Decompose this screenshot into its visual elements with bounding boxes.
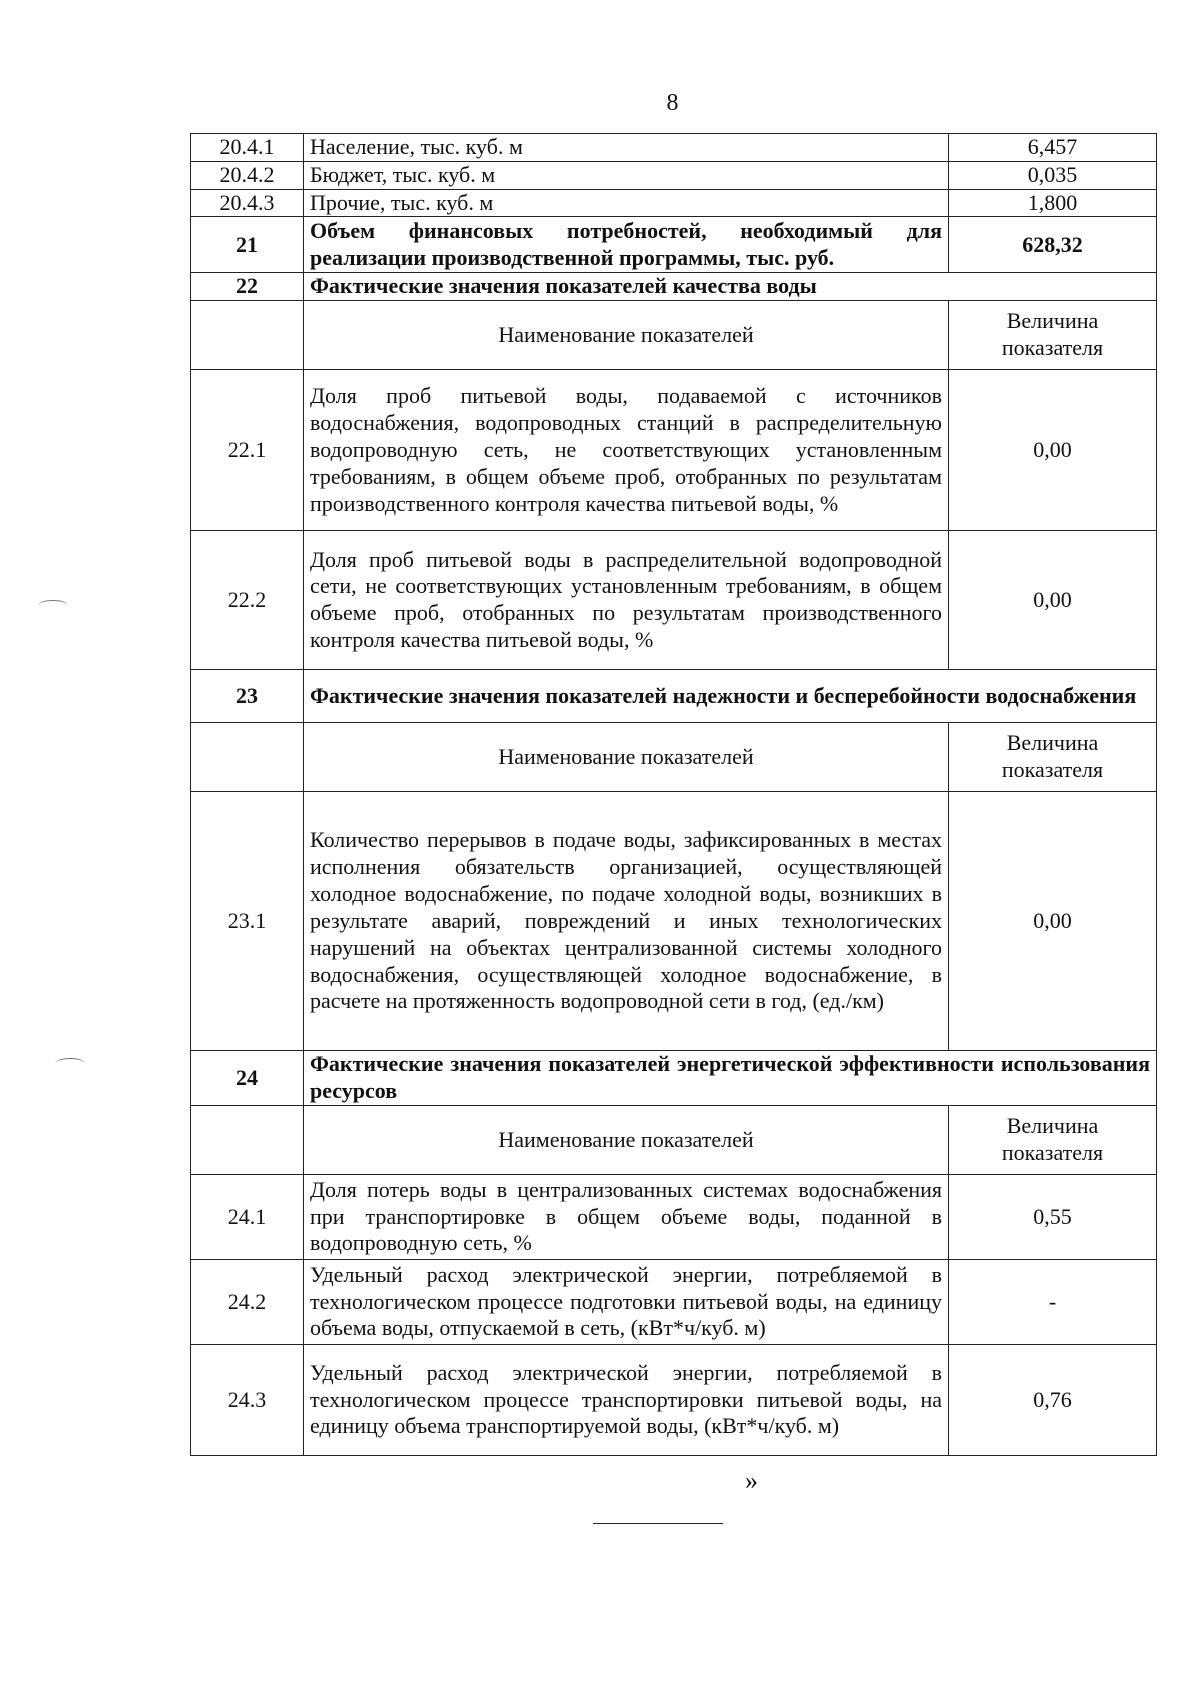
row-value: 1,800	[949, 189, 1157, 217]
section-row	[191, 273, 1157, 301]
table-row	[191, 161, 1157, 189]
section-row	[191, 670, 1157, 723]
row-value: 0,00	[949, 370, 1157, 531]
row-number: 22.2	[191, 531, 304, 670]
section-title: Фактические значения показателей надежности и бесперебойности водоснабжения	[304, 670, 1157, 723]
row-value: 0,00	[949, 531, 1157, 670]
row-name: Доля проб питьевой воды в распределительной водопроводной сети, не соответствующих установленным требованиям, в общем объеме проб, отобранных по результатам производственного контроля качества питьевой воды, %	[304, 531, 949, 670]
footer-divider	[593, 1523, 723, 1524]
table-row	[191, 217, 1157, 273]
section-number: 24	[191, 1051, 304, 1106]
section-row	[191, 1051, 1157, 1106]
row-number: 20.4.2	[191, 161, 304, 189]
row-value: 6,457	[949, 134, 1157, 162]
header-name: Наименование показателей	[304, 1105, 949, 1174]
table-row	[191, 1344, 1157, 1455]
table-row	[191, 189, 1157, 217]
table-row	[191, 370, 1157, 531]
scan-artifact-mark	[38, 600, 68, 611]
row-name: Количество перерывов в подаче воды, зафиксированных в местах исполнения обязательств организацией, осуществляющей холодное водоснабжение, по подаче холодной воды, возникших в результате аварий, повреждений и иных технологических нарушений на объектах централизованной системы холодного водоснабжения, осуществляющей холодное водоснабжение, в расчете на протяженность водопроводной сети в год, (ед./км)	[304, 792, 949, 1051]
row-value: -	[949, 1259, 1157, 1344]
row-name: Доля проб питьевой воды, подаваемой с источников водоснабжения, водопроводных станций в распределительную водопроводную сеть, не соответствующих установленным требованиям, в общем объеме проб, отобранных по результатам производственного контроля качества питьевой воды, %	[304, 370, 949, 531]
header-empty-cell	[191, 1105, 304, 1174]
row-number: 24.3	[191, 1344, 304, 1455]
row-number: 24.1	[191, 1174, 304, 1259]
row-name: Население, тыс. куб. м	[304, 134, 949, 162]
header-name: Наименование показателей	[304, 723, 949, 792]
header-name: Наименование показателей	[304, 301, 949, 370]
row-name: Доля потерь воды в централизованных системах водоснабжения при транспортировке в общем объеме воды, поданной в водопроводную сеть, %	[304, 1174, 949, 1259]
header-empty-cell	[191, 723, 304, 792]
closing-quote: »	[745, 1466, 758, 1495]
row-number: 23.1	[191, 792, 304, 1051]
table-row	[191, 531, 1157, 670]
row-value: 628,32	[949, 217, 1157, 273]
header-value: Величина показателя	[949, 301, 1157, 370]
table-row	[191, 1174, 1157, 1259]
header-row	[191, 301, 1157, 370]
table-row	[191, 792, 1157, 1051]
row-number: 20.4.1	[191, 134, 304, 162]
row-value: 0,76	[949, 1344, 1157, 1455]
table-row	[191, 134, 1157, 162]
row-number: 24.2	[191, 1259, 304, 1344]
header-value: Величина показателя	[949, 1105, 1157, 1174]
row-name: Прочие, тыс. куб. м	[304, 189, 949, 217]
section-title: Фактические значения показателей энергетической эффективности использования ресурсов	[304, 1051, 1157, 1106]
section-number: 23	[191, 670, 304, 723]
row-name: Удельный расход электрической энергии, потребляемой в технологическом процессе транспортировки питьевой воды, на единицу объема транспортируемой воды, (кВт*ч/куб. м)	[304, 1344, 949, 1455]
row-value: 0,00	[949, 792, 1157, 1051]
row-value: 0,55	[949, 1174, 1157, 1259]
page-number: 8	[666, 90, 679, 116]
table-row	[191, 1259, 1157, 1344]
row-number: 20.4.3	[191, 189, 304, 217]
row-name: Удельный расход электрической энергии, потребляемой в технологическом процессе подготовки питьевой воды, на единицу объема воды, отпускаемой в сеть, (кВт*ч/куб. м)	[304, 1259, 949, 1344]
header-row	[191, 1105, 1157, 1174]
row-number: 21	[191, 217, 304, 273]
header-row	[191, 723, 1157, 792]
scan-artifact-mark	[55, 1058, 85, 1069]
header-empty-cell	[191, 301, 304, 370]
row-name: Объем финансовых потребностей, необходимый для реализации производственной программы, тыс. руб.	[304, 217, 949, 273]
section-title: Фактические значения показателей качества воды	[304, 273, 1157, 301]
row-name: Бюджет, тыс. куб. м	[304, 161, 949, 189]
indicators-table	[190, 133, 1157, 1456]
section-number: 22	[191, 273, 304, 301]
row-number: 22.1	[191, 370, 304, 531]
header-value: Величина показателя	[949, 723, 1157, 792]
row-value: 0,035	[949, 161, 1157, 189]
